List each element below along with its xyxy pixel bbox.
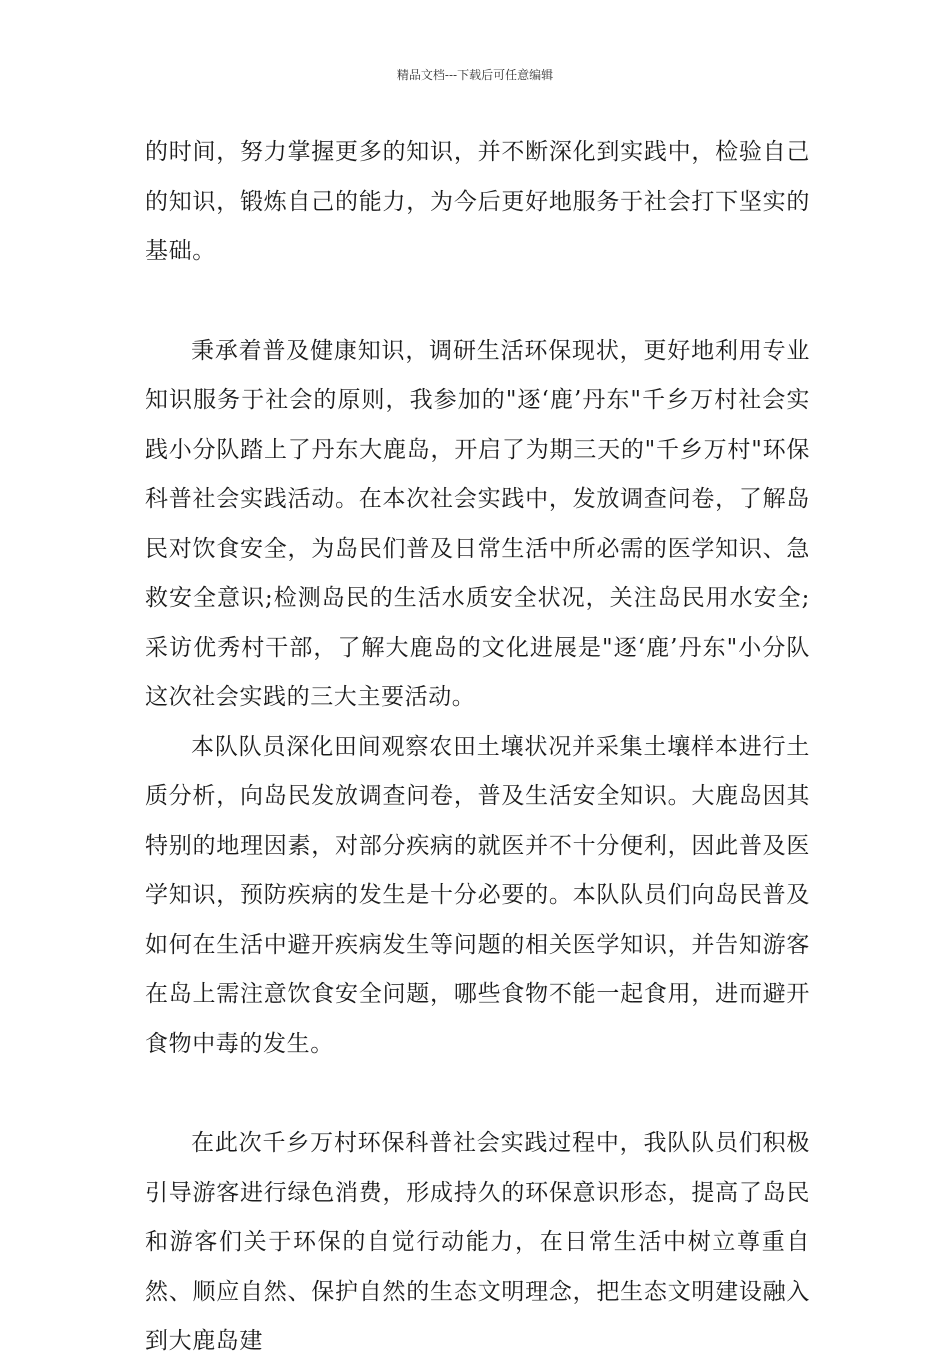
paragraph-gap [145, 277, 810, 327]
paragraph-activity-overview: 秉承着普及健康知识，调研生活环保现状，更好地利用专业知识服务于社会的原则，我参加的"逐‘鹿’丹东"千乡万村社会实践小分队踏上了丹东大鹿岛，开启了为期三天的"千乡万村"环保科普社会实践活动。在本次社会实践中，发放调查问卷，了解岛民对饮食安全，为岛民们普及日常生活中所必需的医学知识、急救安全意识;检测岛民的生活水质安全状况，关注岛民用水安全;采访优秀村干部，了解大鹿岛的文化进展是"逐‘鹿’丹东"小分队这次社会实践的三大主要活动。 [145, 337, 810, 710]
paragraph-environmental-awareness: 在此次千乡万村环保科普社会实践过程中，我队队员们积极引导游客进行绿色消费，形成持久的环保意识形态，提高了岛民和游客们关于环保的自觉行动能力，在日常生活中树立尊重自然、顺应自然、保护自然的生态文明理念，把生态文明建设融入到大鹿岛建 [145, 1130, 810, 1354]
page-header: 精品文档---下载后可任意编辑 [396, 68, 554, 82]
paragraph-gap [145, 1069, 810, 1119]
paragraph-field-investigation: 本队队员深化田间观察农田土壤状况并采集土壤样本进行土质分析，向岛民发放调查问卷，普及生活安全知识。大鹿岛因其特别的地理因素，对部分疾病的就医并不十分便利，因此普及医学知识，预防疾病的发生是十分必要的。本队队员们向岛民普及如何在生活中避开疾病发生等问题的相关医学知识，并告知游客在岛上需注意饮食安全问题，哪些食物不能一起食用，进而避开食物中毒的发生。 [145, 733, 810, 1057]
document-body [145, 128, 810, 1367]
paragraph-continuation: 的时间，努力掌握更多的知识，并不断深化到实践中，检验自己的知识，锻炼自己的能力，为今后更好地服务于社会打下坚实的基础。 [145, 139, 810, 264]
